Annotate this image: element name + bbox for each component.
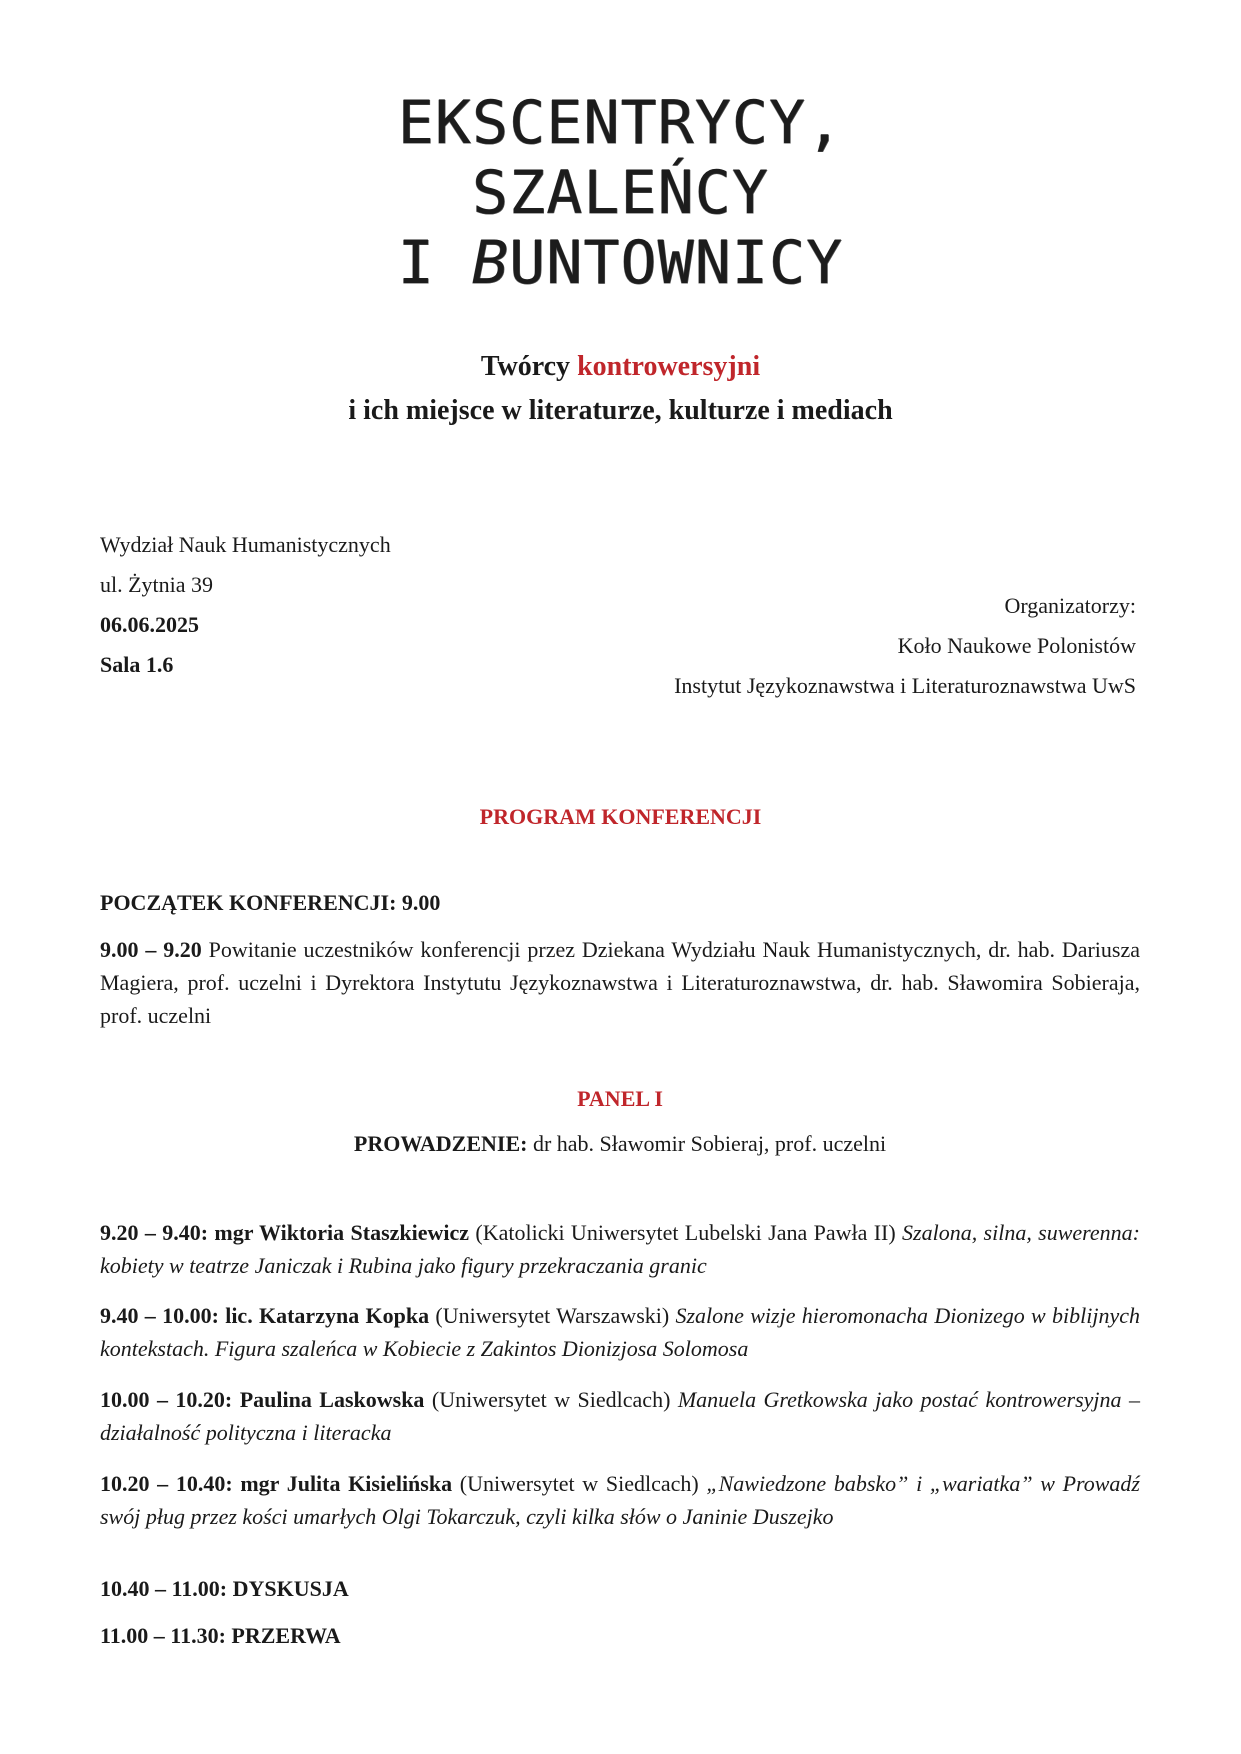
talk-title: „Nawiedzone babsko” i „wariatka” w Prowadź swój pług przez kości umarłych Olgi Tokarczuk, czyli kilka słów o Janinie Duszejko [100,1471,1140,1529]
welcome-text: Powitanie uczestników konferencji przez Dziekana Wydziału Nauk Humanistycznych, dr. hab. Dariusza Magiera, prof. uczelni i Dyrektora Instytutu Językoznawstwa i Literaturoznawstwa, dr. hab. Sławomira Sobieraja, prof. uczelni [100,937,1140,1028]
subtitle-line-2: i ich miejsce w literaturze, kulturze i mediach [348,395,893,426]
logo-line-2: SZALEŃCY [472,158,769,228]
talk-title: Szalone wizje hieromonacha Dionizego w biblijnych kontekstach. Figura szaleńca w Kobiecie z Zakintos Dionizjosa Solomosa [100,1303,1141,1361]
organizer-1: Koło Naukowe Polonistów [897,633,1136,658]
discussion-item: 10.40 – 11.00: DYSKUSJA [100,1576,349,1601]
organizers-info [674,586,1136,706]
subtitle-highlight: kontrowersyjni [577,351,761,382]
talk-affiliation: (Uniwersytet Warszawski) [429,1303,676,1328]
conference-subtitle [0,345,1241,433]
venue-info [100,525,391,685]
conference-start: POCZĄTEK KONFERENCJI: 9.00 [100,890,441,915]
venue-address: ul. Żytnia 39 [100,572,214,597]
panel-moderation [100,1127,1140,1160]
organizer-2: Instytut Językoznawstwa i Literaturoznawstwa UwS [674,673,1136,698]
welcome-time: 9.00 – 9.20 [100,937,202,962]
logo-line-3-c: UNTOWNICY [509,228,844,298]
talk-item [100,1299,1140,1365]
logo-line-3-b: B [472,228,510,298]
talk-time-speaker: 10.00 – 10.20: Paulina Laskowska [100,1387,425,1412]
conference-logo [0,88,1241,298]
talk-title: Szalona, silna, suwerenna: kobiety w teatrze Janiczak i Rubina jako figury przekraczania granic [100,1220,1141,1278]
talk-affiliation: (Katolicki Uniwersytet Lubelski Jana Pawła II) [469,1220,903,1245]
subtitle-prefix: Twórcy [480,351,578,382]
venue-faculty: Wydział Nauk Humanistycznych [100,532,391,557]
venue-room: Sala 1.6 [100,652,174,677]
talk-time-speaker: 10.20 – 10.40: mgr Julita Kisielińska [100,1471,453,1496]
moderation-label: PROWADZENIE: [353,1131,528,1156]
talk-item [100,1383,1140,1449]
welcome-item [100,933,1140,1032]
organizers-heading: Organizatorzy: [1004,593,1136,618]
talk-title: Manuela Gretkowska jako postać kontrowersyjna – działalność polityczna i literacka [100,1387,1140,1445]
break-item: 11.00 – 11.30: PRZERWA [100,1623,341,1648]
panel-title: PANEL I [577,1086,663,1111]
program-title: PROGRAM KONFERENCJI [479,804,762,829]
subtitle-line-1 [0,345,1241,389]
talk-time-speaker: 9.20 – 9.40: mgr Wiktoria Staszkiewicz [100,1220,470,1245]
moderation-name: dr hab. Sławomir Sobieraj, prof. uczelni [527,1131,887,1156]
talk-affiliation: (Uniwersytet w Siedlcach) [452,1471,707,1496]
talk-time-speaker: 9.40 – 10.00: lic. Katarzyna Kopka [100,1303,430,1328]
logo-line-3 [0,228,1241,298]
logo-line-1: EKSCENTRYCY, [397,88,844,158]
logo-line-3-a: I [397,228,472,298]
talk-item [100,1216,1140,1282]
talk-item [100,1467,1140,1533]
talk-affiliation: (Uniwersytet w Siedlcach) [424,1387,678,1412]
venue-date: 06.06.2025 [100,612,199,637]
